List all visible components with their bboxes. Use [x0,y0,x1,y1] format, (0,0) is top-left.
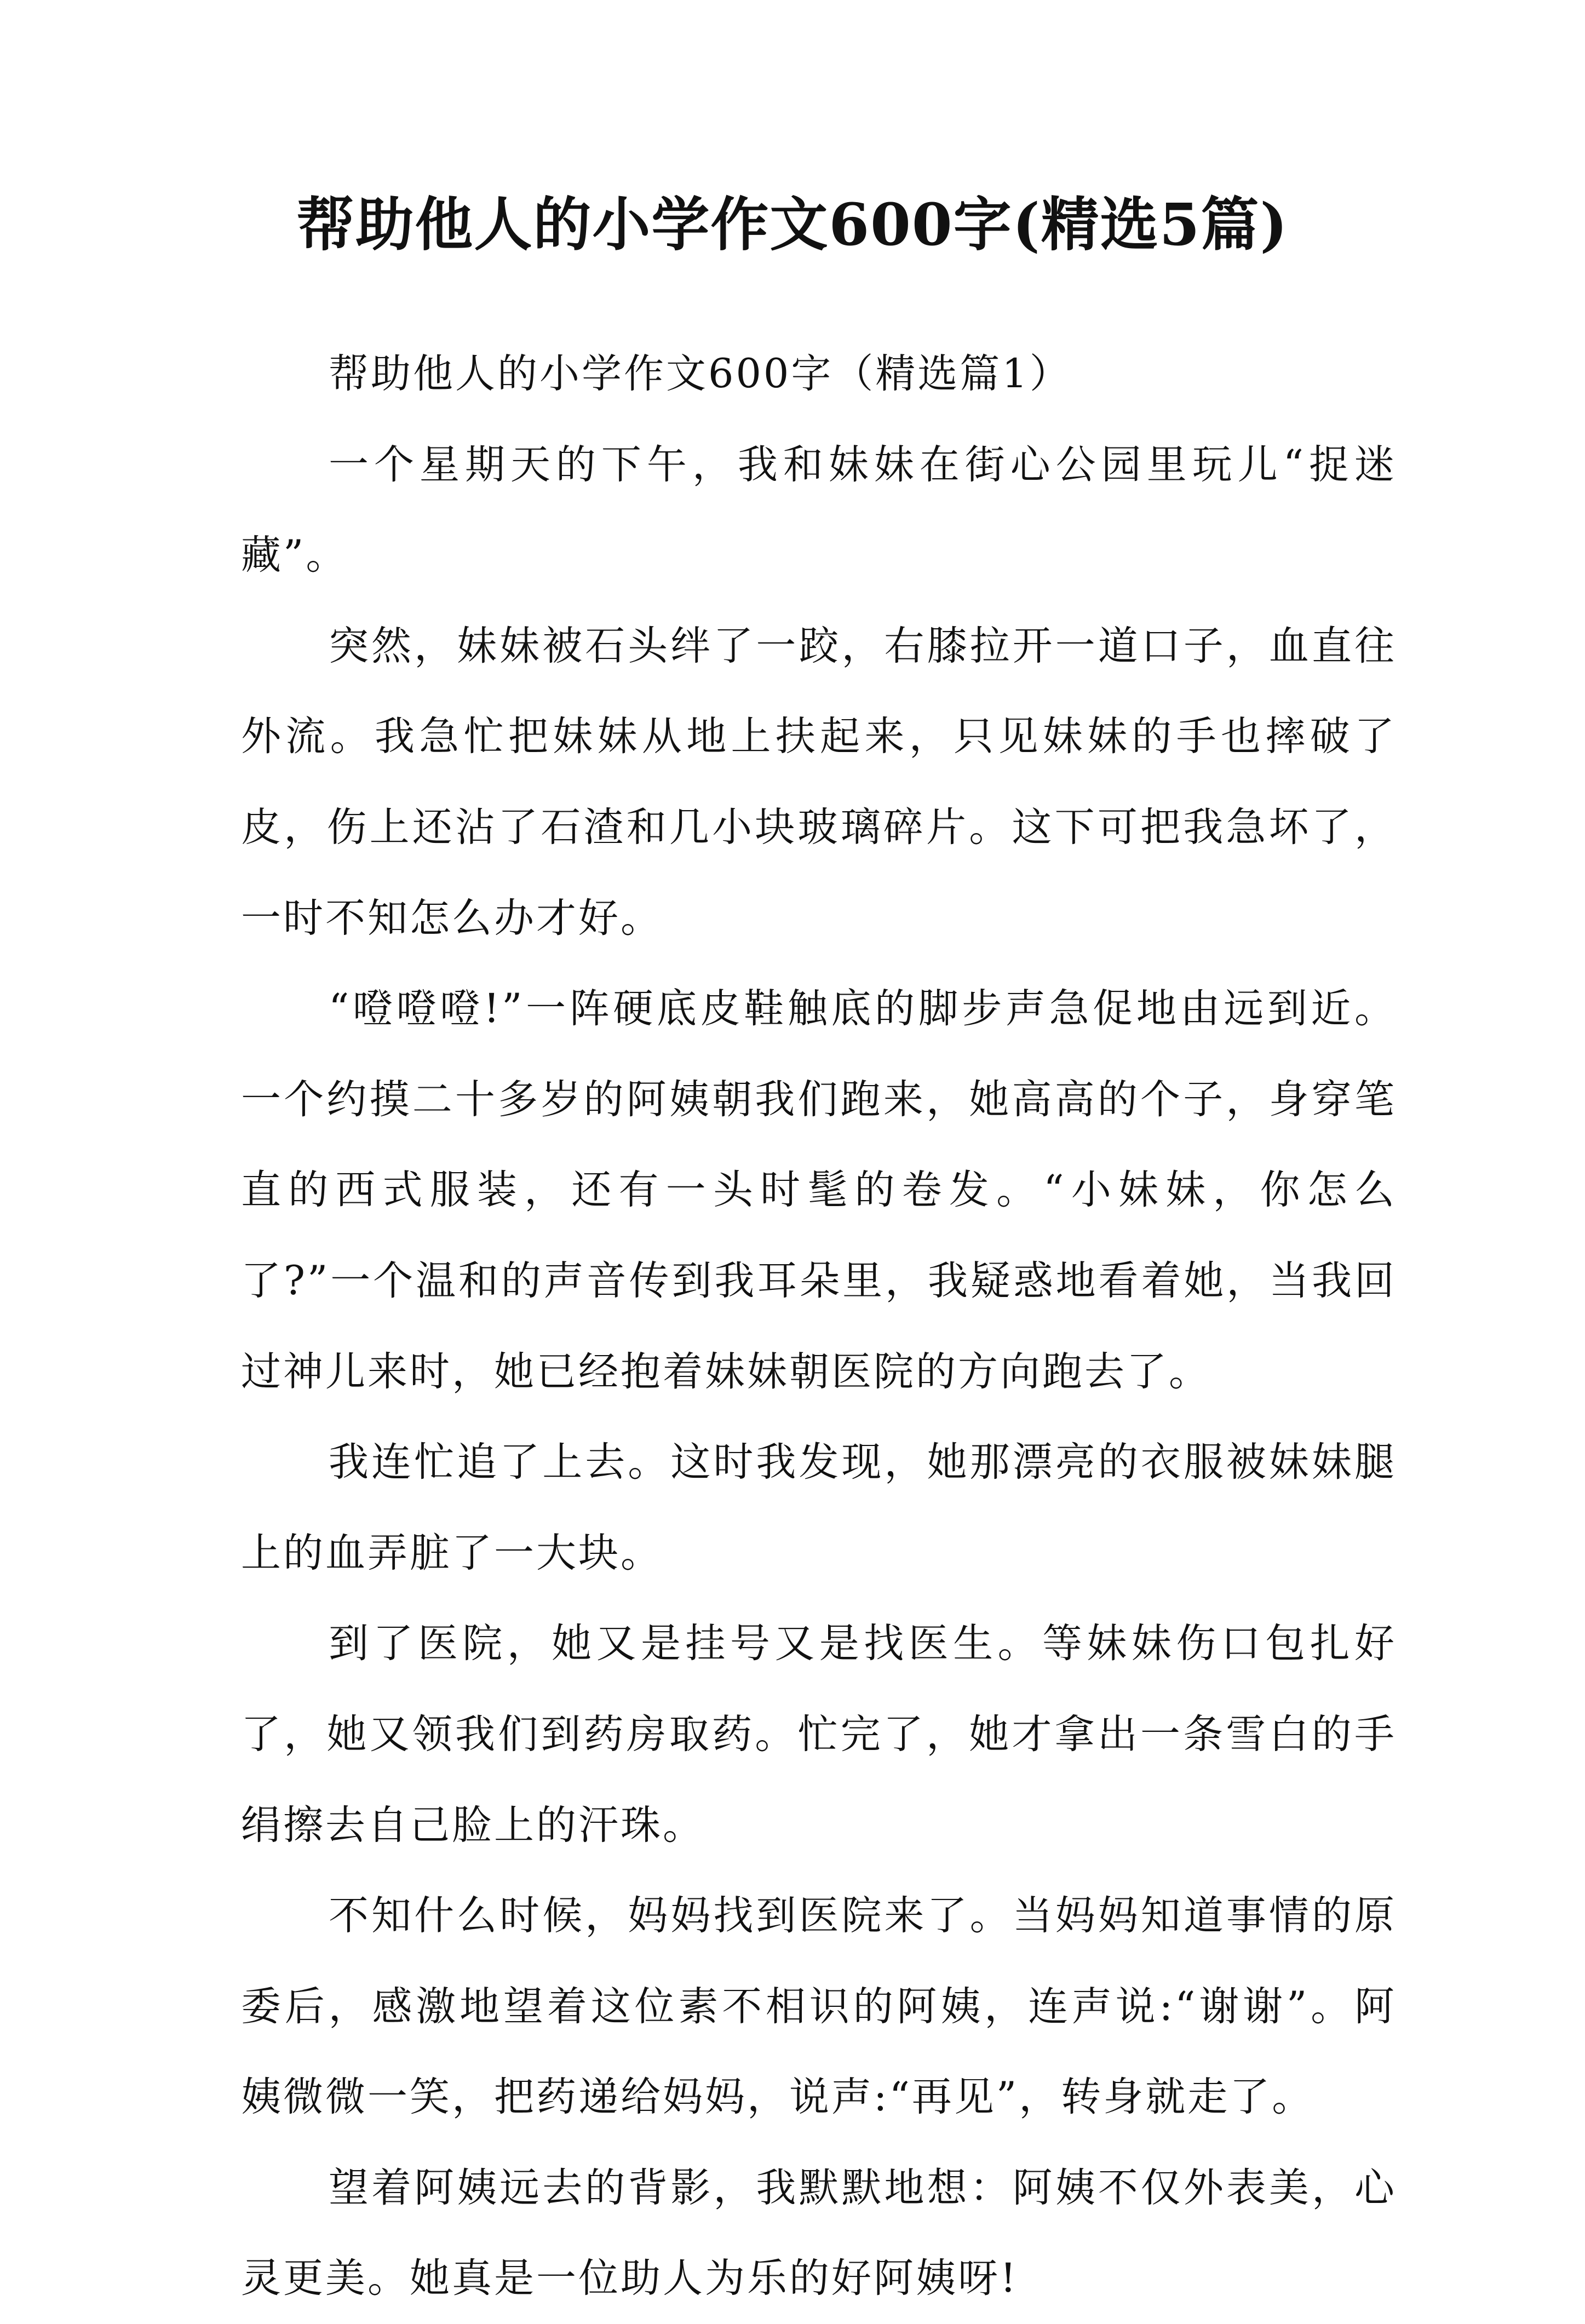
paragraph: 不知什么时候，妈妈找到医院来了。当妈妈知道事情的原委后，感激地望着这位素不相识的阿姨，连声说:“谢谢”。阿姨微微一笑，把药递给妈妈，说声:“再见”，转身就走了。 [241,1892,1397,2121]
paragraph: “噔噔噔!”一阵硬底皮鞋触底的脚步声急促地由远到近。一个约摸二十多岁的阿姨朝我们跑来，她高高的个子，身穿笔直的西式服装，还有一头时髦的卷发。“小妹妹，你怎么了?”一个温和的声音传到我耳朵里，我疑惑地看着她，当我回过神儿来时，她已经抱着妹妹朝医院的方向跑去了。 [241,985,1397,1395]
paragraph: 到了医院，她又是挂号又是找医生。等妹妹伤口包扎好了，她又领我们到药房取药。忙完了，她才拿出一条雪白的手绢擦去自己脸上的汗珠。 [241,1620,1397,1849]
paragraph: 望着阿姨远去的背影，我默默地想：阿姨不仅外表美，心灵更美。她真是一位助人为乐的好阿姨呀! [241,2164,1397,2302]
paragraph: 我连忙追了上去。这时我发现，她那漂亮的衣服被妹妹腿上的血弄脏了一大块。 [241,1439,1397,1576]
paragraph: 一个星期天的下午，我和妹妹在街心公园里玩儿“捉迷藏”。 [241,441,1397,579]
section-heading: 帮助他人的小学作文600字（精选篇1） [329,351,1072,397]
document-body [241,329,1397,2324]
document-title: 帮助他人的小学作文600字(精选5篇) [296,190,1289,259]
paragraph: 突然，妹妹被石头绊了一跤，右膝拉开一道口子，血直往外流。我急忙把妹妹从地上扶起来，只见妹妹的手也摔破了皮，伤上还沾了石渣和几小块玻璃碎片。这下可把我急坏了，一时不知怎么办才好。 [241,622,1397,942]
